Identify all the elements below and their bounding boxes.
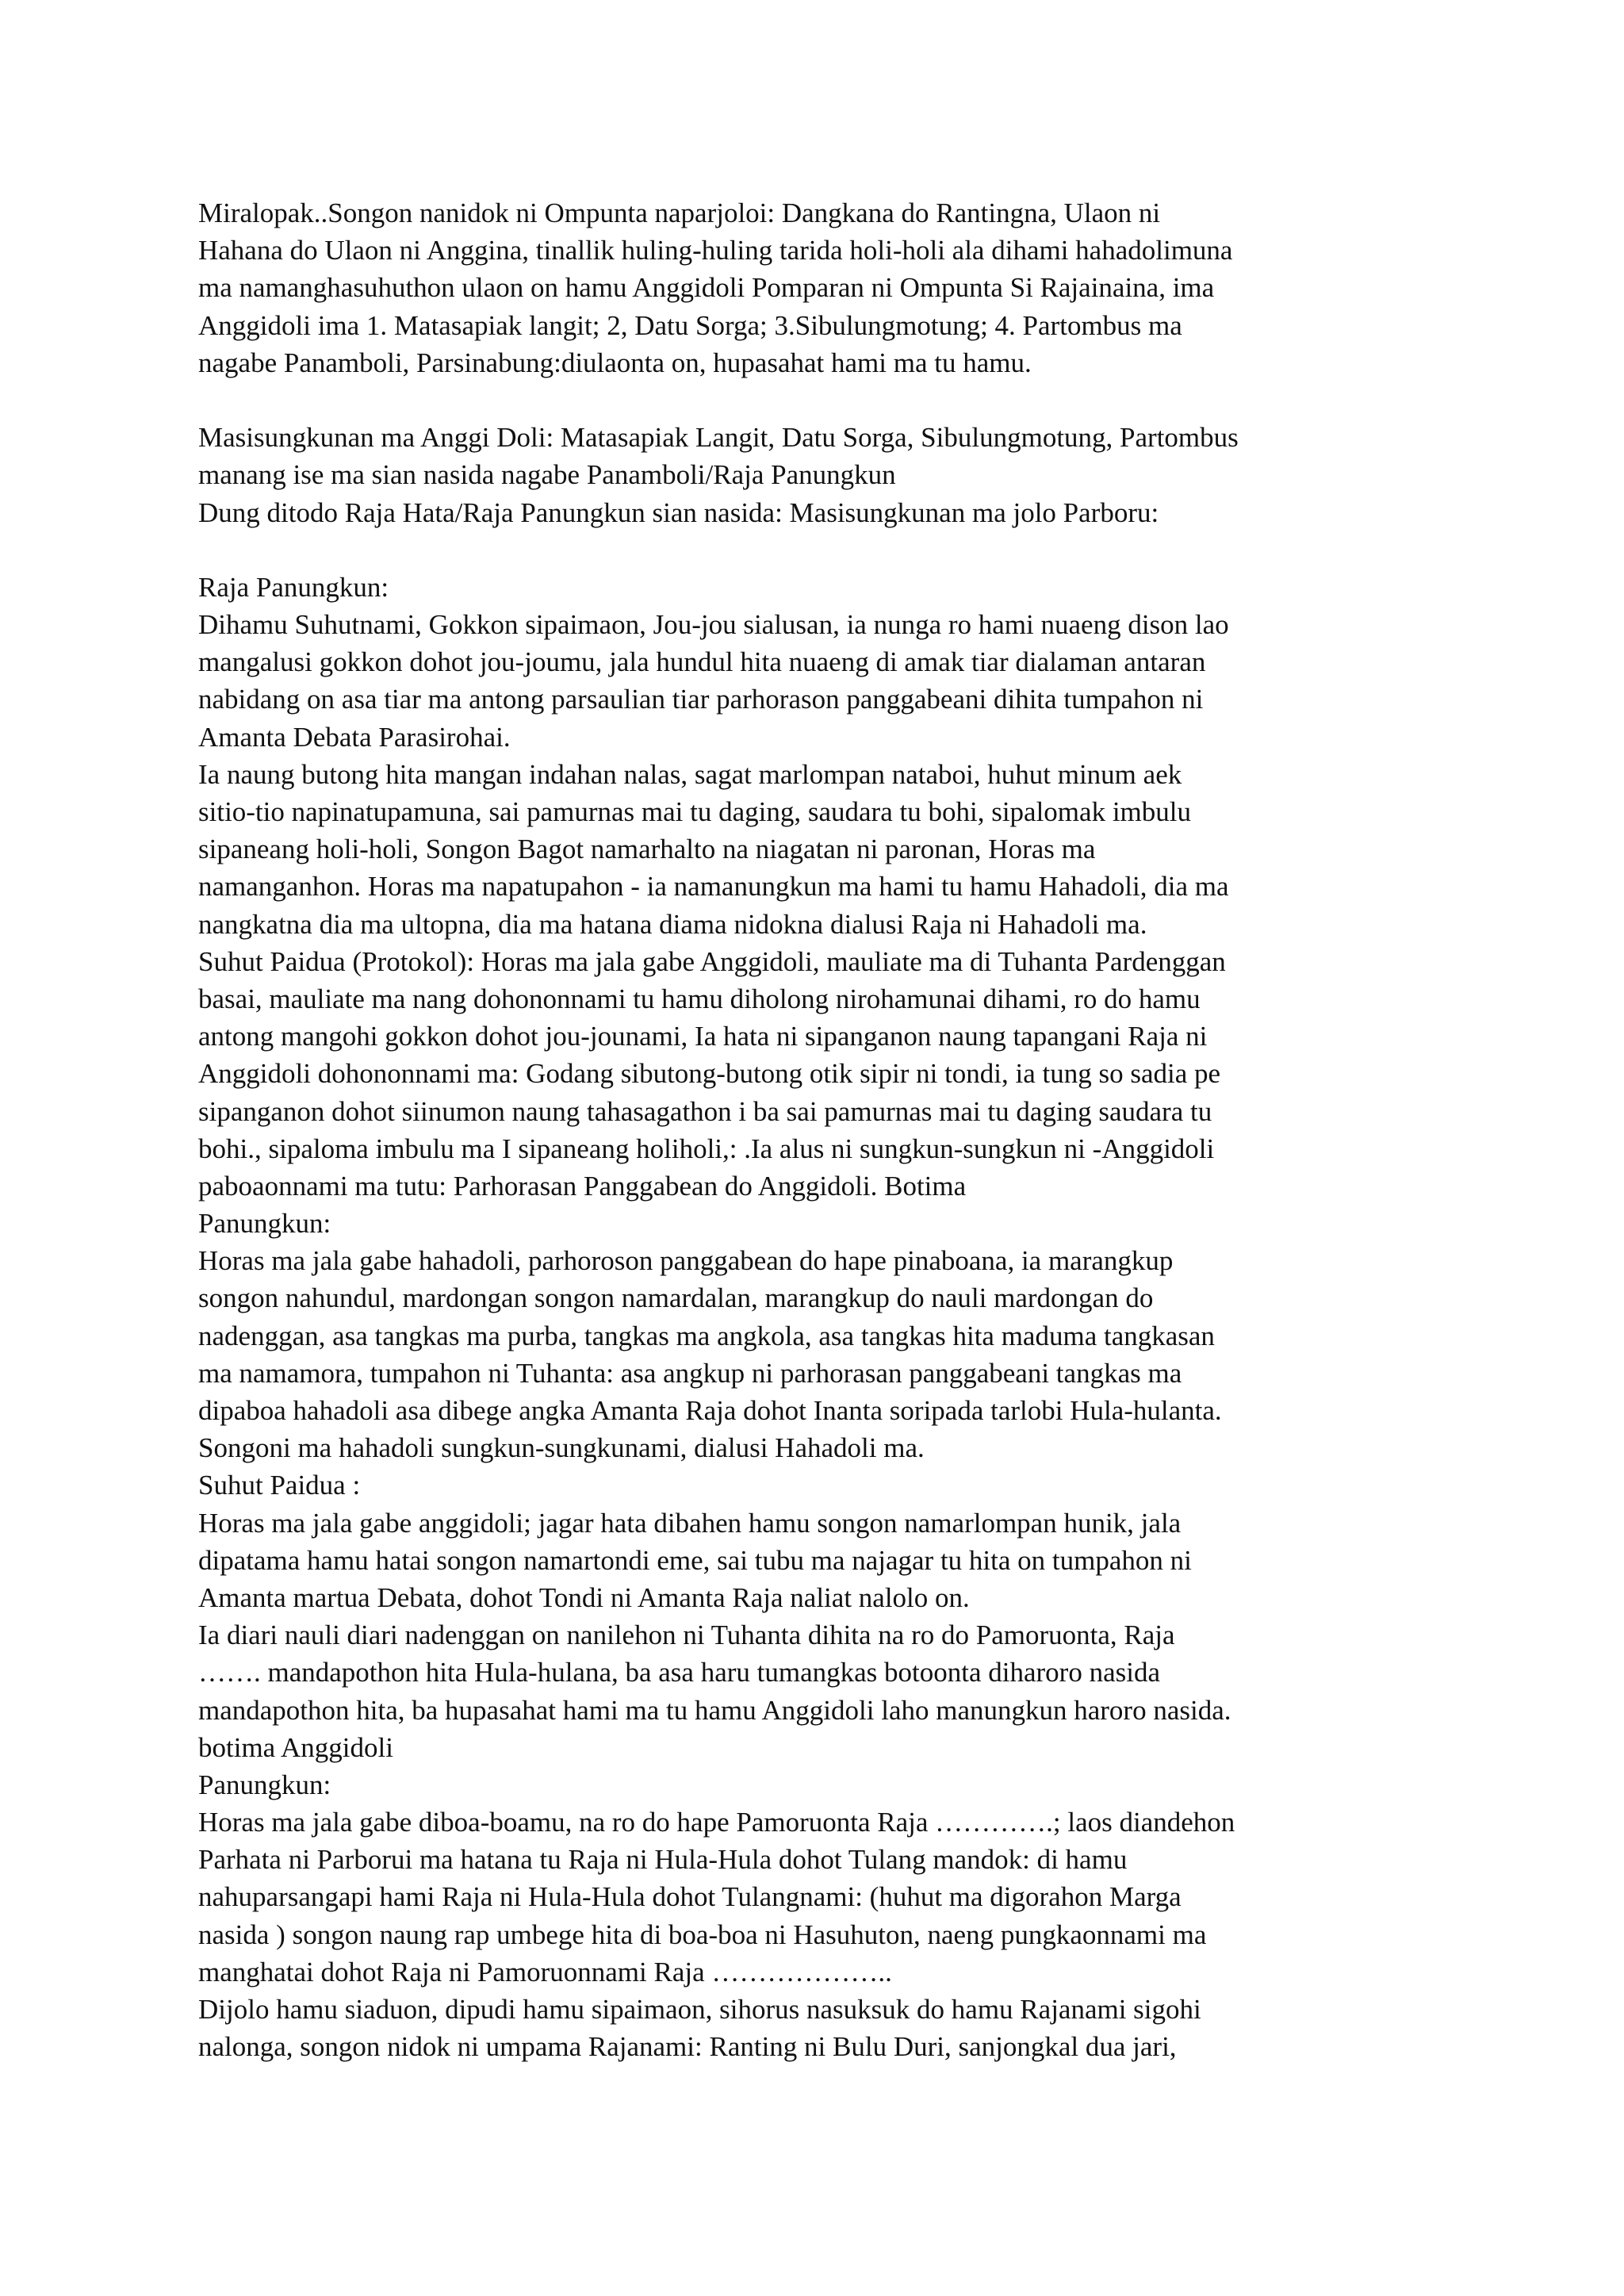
text-line: nagabe Panamboli, Parsinabung:diulaonta on, hupasahat hami ma tu hamu. bbox=[198, 347, 1032, 378]
text-line: mangalusi gokkon dohot jou-joumu, jala hundul hita nuaeng di amak tiar dialaman antaran bbox=[198, 646, 1206, 678]
text-line: Dihamu Suhutnami, Gokkon sipaimaon, Jou-jou sialusan, ia nunga ro hami nuaeng dison lao bbox=[198, 609, 1229, 641]
text-line: Suhut Paidua (Protokol): Horas ma jala gabe Anggidoli, mauliate ma di Tuhanta Pardenggan bbox=[198, 945, 1226, 977]
paragraph-2 bbox=[198, 419, 1467, 531]
text-line: Dung ditodo Raja Hata/Raja Panungkun sian nasida: Masisungkunan ma jolo Parboru: bbox=[198, 496, 1159, 528]
text-line: mandapothon hita, ba hupasahat hami ma tu hamu Anggidoli laho manungkun haroro nasida. bbox=[198, 1694, 1231, 1726]
text-line: songon nahundul, mardongan songon namardalan, marangkup do nauli mardongan do bbox=[198, 1282, 1154, 1314]
text-line: ma namanghasuhuthon ulaon on hamu Anggidoli Pomparan ni Ompunta Si Rajainaina, ima bbox=[198, 272, 1215, 304]
text-line: ……. mandapothon hita Hula-hulana, ba asa haru tumangkas botoonta diharoro nasida bbox=[198, 1657, 1161, 1688]
text-line: Horas ma jala gabe anggidoli; jagar hata dibahen hamu songon namarlompan hunik, jala bbox=[198, 1507, 1182, 1539]
text-line: sipanganon dohot siinumon naung tahasagathon i ba sai pamurnas mai tu daging saudara tu bbox=[198, 1095, 1212, 1127]
text-line: namanganhon. Horas ma napatupahon - ia namanungkun ma hami tu hamu Hahadoli, dia ma bbox=[198, 871, 1229, 903]
text-line: Hahana do Ulaon ni Anggina, tinallik huling-huling tarida holi-holi ala dihami hahadolimuna bbox=[198, 235, 1233, 266]
text-line: nangkatna dia ma ultopna, dia ma hatana diama nidokna dialusi Raja ni Hahadoli ma. bbox=[198, 908, 1147, 940]
text-line: dipaboa hahadoli asa dibege angka Amanta Raja dohot Inanta soripada tarlobi Hula-hulanta. bbox=[198, 1395, 1222, 1426]
text-line: Anggidoli ima 1. Matasapiak langit; 2, Datu Sorga; 3.Sibulungmotung; 4. Partombus ma bbox=[198, 309, 1182, 341]
text-line: Masisungkunan ma Anggi Doli: Matasapiak Langit, Datu Sorga, Sibulungmotung, Partombus bbox=[198, 422, 1239, 454]
text-line: bohi., sipaloma imbulu ma I sipaneang holiholi,: .Ia alus ni sungkun-sungkun ni -Anggidoli bbox=[198, 1133, 1215, 1164]
text-line: Anggidoli dohononnami ma: Godang sibutong-butong otik sipir ni tondi, ia tung so sadia pe bbox=[198, 1058, 1221, 1090]
text-line bbox=[198, 2065, 1467, 2102]
text-line: nalonga, songon nidok ni umpama Rajanami: Ranting ni Bulu Duri, sanjongkal dua jari, bbox=[198, 2031, 1177, 2063]
text-line: nahuparsangapi hami Raja ni Hula-Hula dohot Tulangnami: (huhut ma digorahon Marga bbox=[198, 1881, 1182, 1913]
text-line: Amanta Debata Parasirohai. bbox=[198, 721, 511, 753]
text-line: Panungkun: bbox=[198, 1208, 331, 1240]
text-line: manghatai dohot Raja ni Pamoruonnami Raja ……………….. bbox=[198, 1956, 892, 1987]
text-line: Amanta martua Debata, dohot Tondi ni Amanta Raja naliat nalolo on. bbox=[198, 1581, 970, 1613]
text-line: dipatama hamu hatai songon namartondi eme, sai tubu ma najagar tu hita on tumpahon ni bbox=[198, 1544, 1192, 1576]
text-line: manang ise ma sian nasida nagabe Panamboli/Raja Panungkun bbox=[198, 459, 896, 491]
text-line: Parhata ni Parborui ma hatana tu Raja ni Hula-Hula dohot Tulang mandok: di hamu bbox=[198, 1844, 1128, 1876]
text-line: nasida ) songon naung rap umbege hita di boa-boa ni Hasuhuton, naeng pungkaonnami ma bbox=[198, 1918, 1207, 1950]
text-line: nadenggan, asa tangkas ma purba, tangkas ma angkola, asa tangkas hita maduma tangkasan bbox=[198, 1320, 1215, 1351]
text-line: Raja Panungkun: bbox=[198, 571, 389, 603]
text-line: Miralopak..Songon nanidok ni Ompunta naparjoloi: Dangkana do Rantingna, Ulaon ni bbox=[198, 197, 1161, 228]
text-line: sipaneang holi-holi, Songon Bagot namarhalto na niagatan ni paronan, Horas ma bbox=[198, 834, 1096, 865]
text-line: sitio-tio napinatupamuna, sai pamurnas mai tu daging, saudara tu bohi, sipalomak imbulu bbox=[198, 796, 1191, 827]
text-line: Ia naung butong hita mangan indahan nalas, sagat marlompan nataboi, huhut minum aek bbox=[198, 758, 1182, 790]
text-line: Suhut Paidua : bbox=[198, 1470, 361, 1501]
text-line: Songoni ma hahadoli sungkun-sungkunami, dialusi Hahadoli ma. bbox=[198, 1432, 925, 1464]
text-line: botima Anggidoli bbox=[198, 1731, 393, 1763]
text-line: Horas ma jala gabe diboa-boamu, na ro do hape Pamoruonta Raja ………….; laos diandehon bbox=[198, 1807, 1235, 1838]
paragraph-gap bbox=[198, 531, 1467, 569]
text-line: Ia diari nauli diari nadenggan on nanilehon ni Tuhanta dihita na ro do Pamoruonta, Raja bbox=[198, 1619, 1175, 1651]
text-line: Panungkun: bbox=[198, 1769, 331, 1800]
paragraph-gap bbox=[198, 381, 1467, 419]
text-line: paboaonnami ma tutu: Parhorasan Panggabean do Anggidoli. Botima bbox=[198, 1170, 967, 1202]
text-line: nabidang on asa tiar ma antong parsaulian tiar parhorason panggabeani dihita tumpahon ni bbox=[198, 684, 1204, 715]
text-line: Horas ma jala gabe hahadoli, parhoroson panggabean do hape pinaboana, ia marangkup bbox=[198, 1245, 1174, 1277]
text-line: basai, mauliate ma nang dohononnami tu hamu diholong nirohamunai dihami, ro do hamu bbox=[198, 983, 1201, 1014]
paragraph-3 bbox=[198, 569, 1467, 2103]
text-line: Dijolo hamu siaduon, dipudi hamu sipaimaon, sihorus nasuksuk do hamu Rajanami sigohi bbox=[198, 1994, 1201, 2025]
text-line: ma namamora, tumpahon ni Tuhanta: asa angkup ni parhorasan panggabeani tangkas ma bbox=[198, 1357, 1182, 1389]
text-line: antong mangohi gokkon dohot jou-jounami, Ia hata ni sipanganon naung tapangani Raja ni bbox=[198, 1021, 1208, 1052]
document-page bbox=[198, 194, 1467, 2103]
paragraph-1 bbox=[198, 194, 1467, 381]
